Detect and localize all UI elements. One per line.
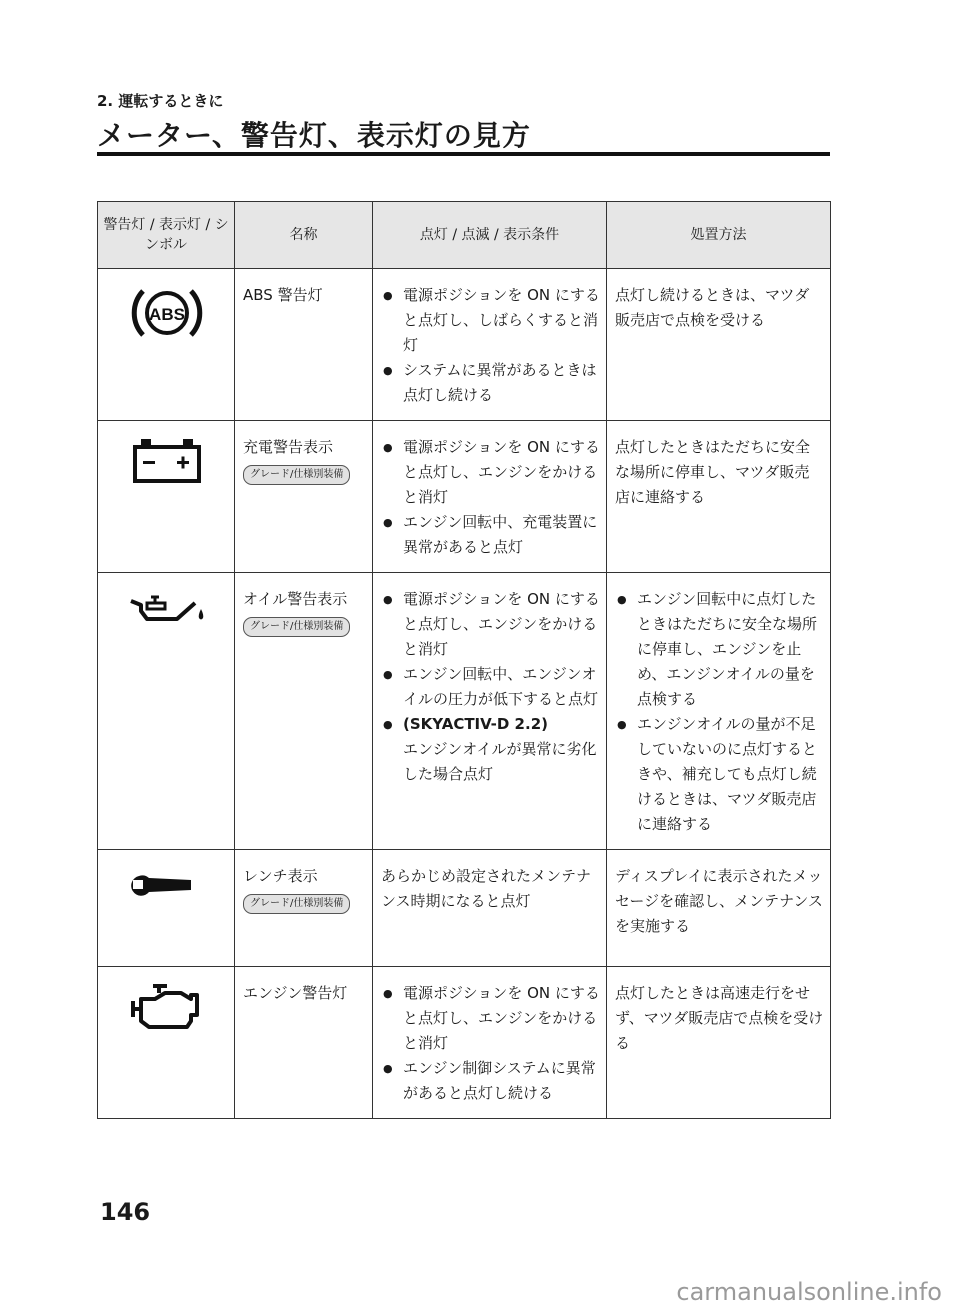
table-row xyxy=(98,850,831,967)
list-item: ● エンジン回転中、充電装置に異常があると点灯 xyxy=(381,510,600,560)
action-text: 点灯し続けるときは、マツダ販売店で点検を受ける xyxy=(615,286,810,329)
name-cell xyxy=(235,967,373,1119)
name-cell xyxy=(235,850,373,967)
abs-icon-text: ABS xyxy=(149,305,185,324)
condition-cell xyxy=(373,269,607,421)
symbol-cell xyxy=(98,967,235,1119)
action-cell xyxy=(607,850,831,967)
symbol-cell xyxy=(98,850,235,967)
symbol-cell xyxy=(98,269,235,421)
header-condition: 点灯 / 点滅 / 表示条件 xyxy=(373,202,607,269)
action-cell xyxy=(607,967,831,1119)
header-symbol: 警告灯 / 表示灯 / シンボル xyxy=(98,202,235,269)
list-item: ● 電源ポジションを ON にすると点灯し、エンジンをかけると消灯 xyxy=(381,981,600,1056)
abs-warning-icon xyxy=(127,283,207,343)
action-text: ディスプレイに表示されたメッセージを確認し、メンテナンスを実施する xyxy=(615,867,823,935)
list-item: ● 電源ポジションを ON にすると点灯し、エンジンをかけると消灯 xyxy=(381,587,600,662)
grade-badge: グレード/仕様別装備 xyxy=(243,894,350,914)
list-item: ● エンジン回転中に点灯したときはただちに安全な場所に停車し、エンジンを止め、エンジンオイルの量を点検する xyxy=(615,587,824,712)
oil-can-icon xyxy=(125,587,209,627)
list-item: ● エンジン制御システムに異常があると点灯し続ける xyxy=(381,1056,600,1106)
wrench-icon xyxy=(127,864,207,904)
warning-lights-table xyxy=(97,201,831,1119)
symbol-cell xyxy=(98,573,235,850)
name-cell xyxy=(235,421,373,573)
header-action: 処置方法 xyxy=(607,202,831,269)
title-underline xyxy=(97,152,830,156)
condition-note-heading: ● (SKYACTIV-D 2.2) xyxy=(403,715,548,733)
condition-note-text: エンジンオイルが異常に劣化した場合点灯 xyxy=(403,740,597,783)
list-item: ● 電源ポジションを ON にすると点灯し、しばらくすると消灯 xyxy=(381,283,600,358)
condition-cell xyxy=(373,421,607,573)
table-row xyxy=(98,421,831,573)
table-row xyxy=(98,573,831,850)
name-cell xyxy=(235,269,373,421)
name-cell xyxy=(235,573,373,850)
list-item: ● システムに異常があるときは点灯し続ける xyxy=(381,358,600,408)
grade-badge: グレード/仕様別装備 xyxy=(243,465,350,485)
action-cell xyxy=(607,573,831,850)
action-text: 点灯したときは高速走行をせず、マツダ販売店で点検を受ける xyxy=(615,984,824,1052)
grade-badge: グレード/仕様別装備 xyxy=(243,617,350,637)
list-item: ● 電源ポジションを ON にすると点灯し、エンジンをかけると消灯 xyxy=(381,435,600,510)
light-name: 充電警告表示 xyxy=(243,438,334,456)
table-header-row xyxy=(98,202,831,269)
engine-check-icon xyxy=(125,981,209,1031)
list-item: ● エンジン回転中、エンジンオイルの圧力が低下すると点灯 xyxy=(381,662,600,712)
condition-cell xyxy=(373,573,607,850)
symbol-cell xyxy=(98,421,235,573)
light-name: ABS 警告灯 xyxy=(243,286,323,304)
light-name: オイル警告表示 xyxy=(243,590,348,608)
battery-charge-icon xyxy=(127,435,207,485)
table-row xyxy=(98,967,831,1119)
page-title: メーター、警告灯、表示灯の見方 xyxy=(97,119,531,152)
action-text: 点灯したときはただちに安全な場所に停車し、マツダ販売店に連絡する xyxy=(615,438,811,506)
list-item: ● エンジンオイルの量が不足していないのに点灯するときや、補充しても点灯し続けるときは、マツダ販売店に連絡する xyxy=(615,712,824,837)
watermark: carmanualsonline.info xyxy=(676,1278,942,1306)
page-number: 146 xyxy=(100,1198,151,1226)
light-name: エンジン警告灯 xyxy=(243,984,348,1002)
list-item xyxy=(381,712,600,787)
action-cell xyxy=(607,269,831,421)
condition-cell xyxy=(373,850,607,967)
section-heading: 2. 運転するときに xyxy=(97,92,224,110)
action-cell xyxy=(607,421,831,573)
light-name: レンチ表示 xyxy=(243,867,318,885)
header-name: 名称 xyxy=(235,202,373,269)
table-row xyxy=(98,269,831,421)
condition-cell xyxy=(373,967,607,1119)
condition-text: あらかじめ設定されたメンテナンス時期になると点灯 xyxy=(381,867,592,910)
